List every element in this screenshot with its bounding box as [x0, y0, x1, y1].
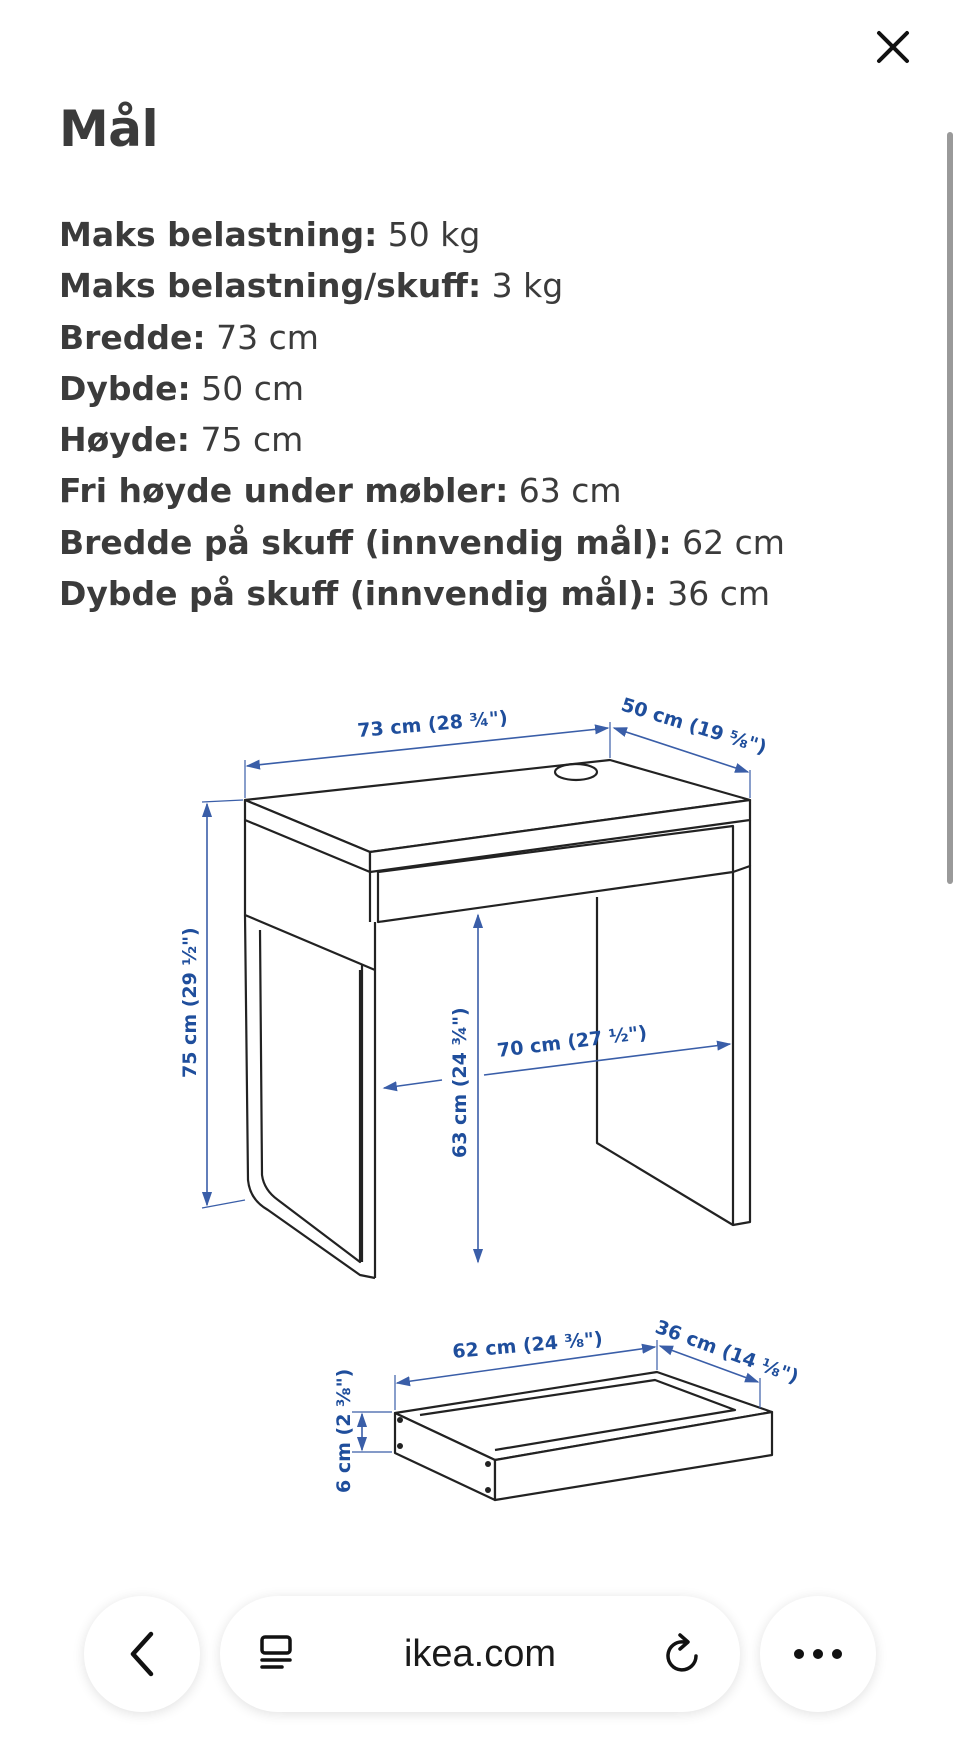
url-text[interactable]: ikea.com [403, 1633, 557, 1675]
spec-value: 36 cm [656, 574, 771, 614]
spec-value: 50 kg [377, 215, 481, 254]
back-button[interactable] [84, 1596, 200, 1712]
desk-illustration [245, 760, 750, 1278]
spec-value: 50 cm [190, 368, 304, 408]
spec-row-max-load-drawer [59, 260, 785, 311]
dim-label-clearance: 63 cm (24 ¾") [449, 1007, 471, 1158]
spec-value: 62 cm [671, 522, 785, 562]
spec-value: 75 cm [190, 420, 304, 460]
address-bar[interactable] [220, 1596, 740, 1712]
spec-row-depth [59, 363, 785, 414]
more-icon [793, 1648, 843, 1660]
spec-row-clearance [59, 465, 785, 516]
page-title: Mål [59, 100, 159, 158]
spec-row-width [59, 312, 785, 363]
spec-list [59, 209, 785, 619]
spec-row-drawer-depth [59, 568, 785, 619]
dim-label-desk-depth: 50 cm (19 ⅝") [618, 693, 770, 759]
spec-label: Maks belastning/skuff: [59, 266, 482, 306]
dim-label-drawer-depth: 36 cm (14 ⅛") [652, 1316, 802, 1389]
dim-label-drawer-height: 6 cm (2 ⅜") [333, 1368, 355, 1493]
dimension-diagram [0, 620, 960, 1520]
spec-value: 73 cm [205, 317, 319, 357]
spec-row-drawer-width [59, 517, 785, 568]
spec-label: Bredde på skuff (innvendig mål): [59, 522, 672, 562]
dim-label-desk-height: 75 cm (29 ½") [179, 927, 201, 1078]
spec-label: Dybde: [59, 368, 191, 408]
spec-row-max-load [59, 209, 785, 260]
spec-label: Dybde på skuff (innvendig mål): [59, 574, 657, 614]
spec-label: Fri høyde under møbler: [59, 471, 509, 511]
close-button[interactable] [868, 22, 918, 72]
reload-icon[interactable] [660, 1632, 704, 1676]
close-icon [876, 30, 910, 64]
spec-value: 63 cm [508, 471, 622, 511]
more-button[interactable] [760, 1596, 876, 1712]
dim-label-drawer-width: 62 cm (24 ⅜") [451, 1327, 604, 1363]
spec-label: Høyde: [59, 420, 191, 460]
spec-label: Maks belastning: [59, 215, 378, 254]
spec-label: Bredde: [59, 317, 206, 357]
drawer-illustration [395, 1372, 772, 1500]
browser-toolbar [0, 1580, 960, 1751]
spec-row-height [59, 414, 785, 465]
dim-label-desk-width: 73 cm (28 ¾") [356, 706, 509, 742]
spec-value: 3 kg [481, 266, 564, 306]
dim-label-inner-width: 70 cm (27 ½") [495, 1021, 649, 1062]
chevron-left-icon [127, 1630, 157, 1678]
